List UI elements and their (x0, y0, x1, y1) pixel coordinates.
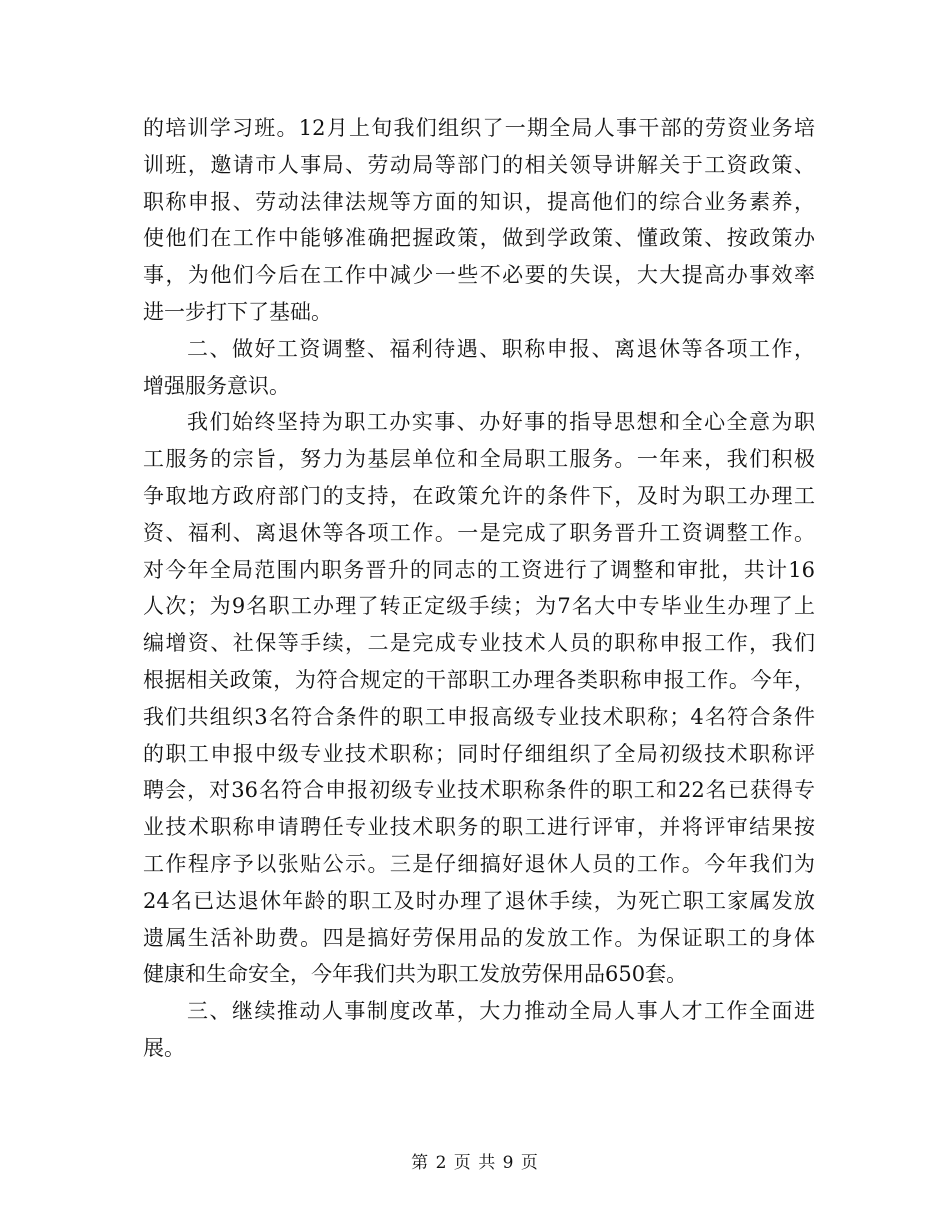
text-line: 的职工申报中级专业技术职称；同时仔细组织了全局初级技术职称评 (143, 741, 815, 766)
text-line: 争取地方政府部门的支持，在政策允许的条件下，及时为职工办理工 (143, 483, 815, 508)
text-line: 三、继续推动人事制度改革，大力推动全局人事人才工作全面进 (187, 999, 815, 1024)
text-line: 的培训学习班。12月上旬我们组织了一期全局人事干部的劳资业务培 (143, 116, 815, 140)
text-line: 使他们在工作中能够准确把握政策，做到学政策、懂政策、按政策办 (143, 226, 815, 251)
text-line: 聘会，对36名符合申报初级专业技术职称条件的职工和22名已获得专 (143, 778, 815, 803)
text-line: 业技术职称申请聘任专业技术职务的职工进行评审，并将评审结果按 (143, 815, 815, 840)
text-line: 编增资、社保等手续，二是完成专业技术人员的职称申报工作，我们 (143, 631, 815, 656)
text-line: 职称申报、劳动法律法规等方面的知识，提高他们的综合业务素养， (143, 189, 815, 214)
text-line: 进一步打下了基础。 (143, 299, 332, 324)
text-line: 对今年全局范围内职务晋升的同志的工资进行了调整和审批，共计16 (143, 557, 815, 582)
text-line: 我们共组织3名符合条件的职工申报高级专业技术职称；4名符合条件 (143, 704, 815, 729)
text-line: 工作程序予以张贴公示。三是仔细搞好退休人员的工作。今年我们为 (143, 851, 815, 876)
text-line: 事，为他们今后在工作中减少一些不必要的失误，大大提高办事效率 (143, 263, 815, 288)
page-number-footer: 第 2 页 共 9 页 (411, 1153, 539, 1173)
text-line: 健康和生命安全，今年我们共为职工发放劳保用品650套。 (143, 962, 688, 987)
text-line: 训班，邀请市人事局、劳动局等部门的相关领导讲解关于工资政策、 (143, 152, 815, 177)
text-line: 根据相关政策，为符合规定的干部职工办理各类职称申报工作。今年， (143, 667, 815, 692)
text-line: 二、做好工资调整、福利待遇、职称申报、离退休等各项工作， (187, 336, 815, 361)
text-line: 人次；为9名职工办理了转正定级手续；为7名大中专毕业生办理了上 (143, 594, 815, 619)
text-line: 增强服务意识。 (143, 373, 290, 398)
text-line: 我们始终坚持为职工办实事、办好事的指导思想和全心全意为职 (187, 410, 815, 435)
document-body (143, 110, 815, 1067)
text-line: 24名已达退休年龄的职工及时办理了退休手续，为死亡职工家属发放 (143, 888, 815, 913)
text-line: 展。 (143, 1035, 185, 1060)
text-line: 工服务的宗旨，努力为基层单位和全局职工服务。一年来，我们积极 (143, 447, 815, 472)
text-line: 遗属生活补助费。四是搞好劳保用品的发放工作。为保证职工的身体 (143, 925, 815, 950)
text-line: 资、福利、离退休等各项工作。一是完成了职务晋升工资调整工作。 (143, 520, 815, 545)
